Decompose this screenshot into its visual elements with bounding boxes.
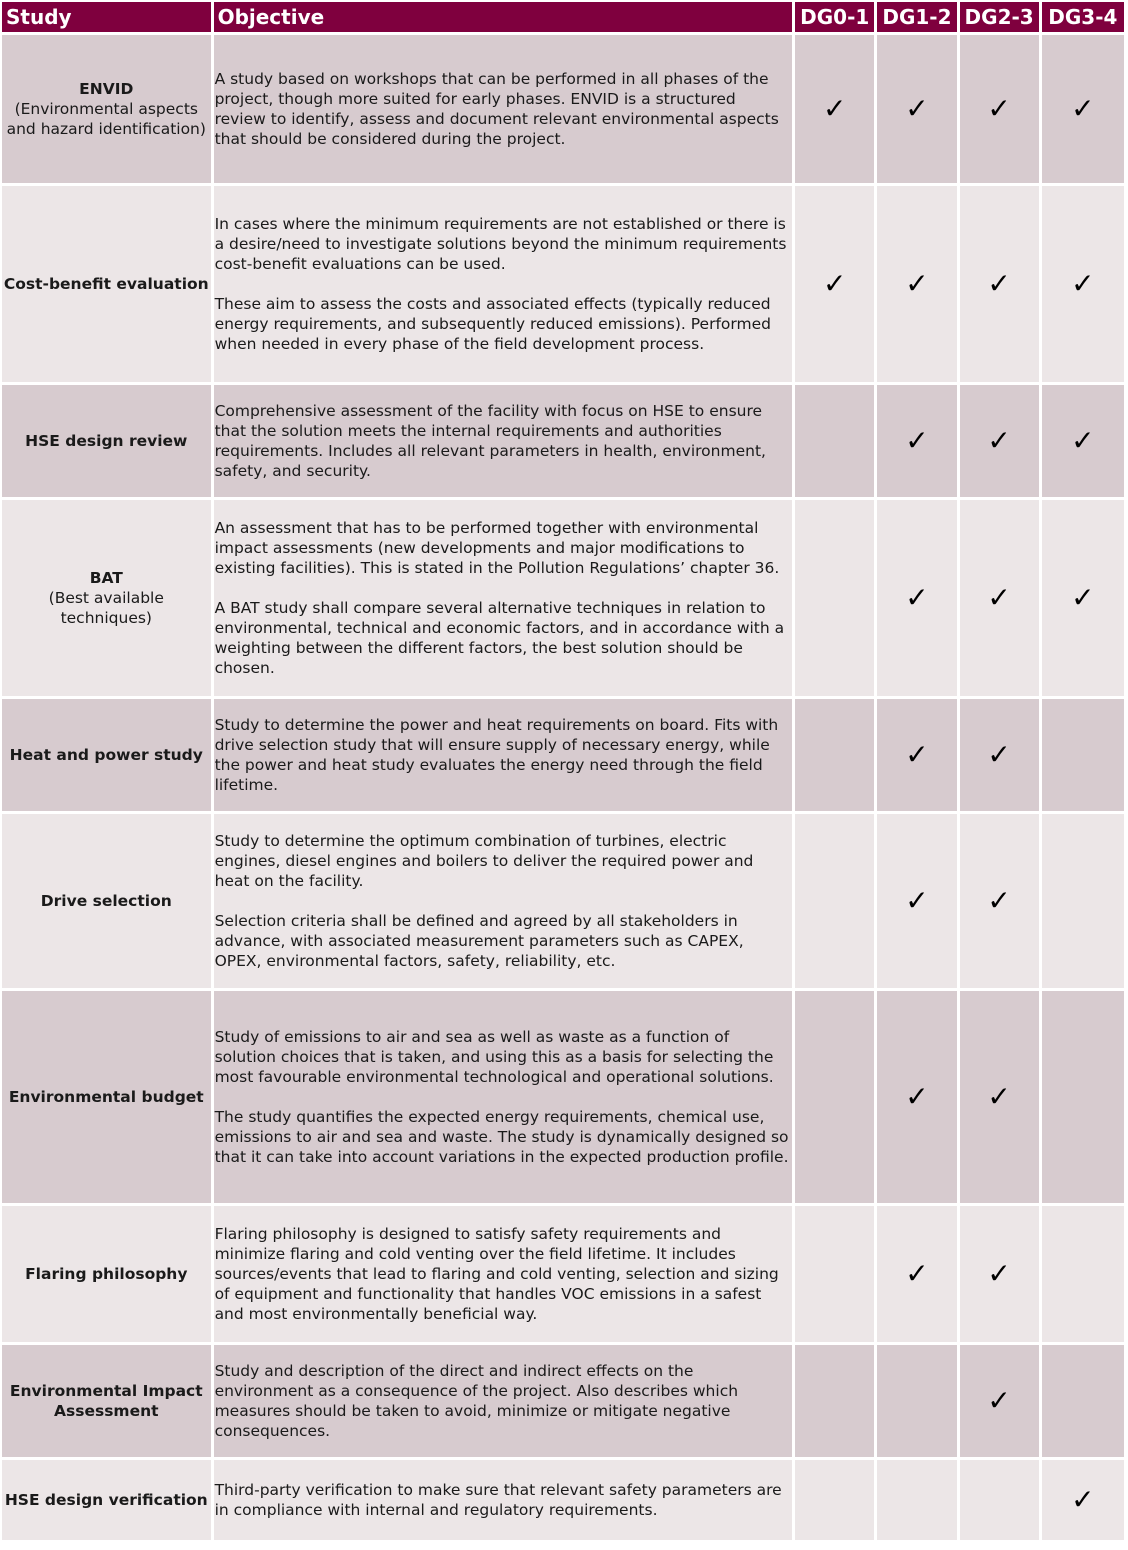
check-icon: ✓: [822, 92, 847, 125]
objective-paragraph: Comprehensive assessment of the facility with focus on HSE to ensure that the solution meets the internal requirements and authorities requirements. Includes all relevant parameters in health, environment, safety, and security.: [214, 402, 766, 480]
phase-cell-dg1-2: [877, 186, 956, 382]
phase-cell-dg0-1: [795, 385, 874, 497]
phase-cell-dg3-4: [1042, 35, 1124, 183]
study-cell: [2, 186, 211, 382]
objective-cell: [214, 186, 793, 382]
check-icon: ✓: [905, 1080, 929, 1113]
check-icon: ✓: [905, 1257, 929, 1290]
check-icon: ✓: [905, 92, 929, 125]
objective-paragraph: Third-party verification to make sure that relevant safety parameters are in compliance with internal and regulatory requirements.: [214, 1481, 782, 1519]
check-icon: ✓: [905, 884, 929, 917]
study-cell: [2, 814, 211, 988]
phase-cell-dg2-3: [960, 1460, 1039, 1540]
study-name: Environmental Impact Assessment: [9, 1382, 203, 1420]
header-dg3-4: DG3-4: [1042, 2, 1124, 32]
table-row: [2, 1345, 1124, 1457]
phase-cell-dg3-4: [1042, 991, 1124, 1203]
phase-cell-dg3-4: [1042, 814, 1124, 988]
study-subtitle: (Best available techniques): [48, 589, 164, 627]
check-icon: ✓: [905, 424, 929, 457]
objective-paragraph: Study to determine the power and heat requirements on board. Fits with drive selection study that will ensure supply of necessary energy, while the power and heat study evaluates the energy need through the field lifetime.: [214, 716, 779, 794]
objective-paragraph: Study and description of the direct and indirect effects on the environment as a consequence of the project. Also describes which measures should be taken to avoid, minimize or mitigate negative consequences.: [214, 1362, 739, 1440]
check-icon: ✓: [905, 738, 929, 771]
check-icon: ✓: [905, 267, 929, 300]
check-icon: ✓: [987, 581, 1011, 614]
table-row: [2, 1460, 1124, 1540]
table-row: [2, 814, 1124, 988]
phase-cell-dg1-2: [877, 1206, 956, 1342]
study-name: ENVID: [79, 80, 134, 98]
table-row: [2, 699, 1124, 811]
check-icon: ✓: [987, 1257, 1011, 1290]
phase-cell-dg1-2: [877, 1460, 956, 1540]
check-icon: ✓: [1071, 581, 1095, 614]
objective-cell: [214, 500, 793, 696]
study-cell: [2, 1345, 211, 1457]
header-row: [2, 2, 1124, 32]
table-row: [2, 991, 1124, 1203]
phase-cell-dg2-3: [960, 186, 1039, 382]
study-cell: [2, 1206, 211, 1342]
check-icon: ✓: [987, 1384, 1011, 1417]
phase-cell-dg3-4: [1042, 699, 1124, 811]
table-row: [2, 186, 1124, 382]
phase-cell-dg2-3: [960, 500, 1039, 696]
study-name: Flaring philosophy: [25, 1265, 188, 1283]
objective-cell: [214, 1460, 793, 1540]
study-name: Drive selection: [40, 892, 172, 910]
study-name: HSE design review: [25, 432, 188, 450]
phase-cell-dg1-2: [877, 1345, 956, 1457]
phase-cell-dg0-1: [795, 991, 874, 1203]
check-icon: ✓: [987, 92, 1011, 125]
objective-paragraph: The study quantifies the expected energy requirements, chemical use, emissions to air and sea and waste. The study is dynamically designed so that it can take into account variations in the expected production profile.: [214, 1108, 789, 1166]
header-dg1-2: DG1-2: [877, 2, 956, 32]
objective-cell: [214, 35, 793, 183]
objective-cell: [214, 699, 793, 811]
study-name: Cost-benefit evaluation: [3, 275, 209, 293]
table-row: [2, 500, 1124, 696]
phase-cell-dg2-3: [960, 814, 1039, 988]
phase-cell-dg0-1: [795, 814, 874, 988]
phase-cell-dg2-3: [960, 991, 1039, 1203]
phase-cell-dg0-1: [795, 500, 874, 696]
study-cell: [2, 1460, 211, 1540]
phase-cell-dg3-4: [1042, 1345, 1124, 1457]
phase-cell-dg2-3: [960, 35, 1039, 183]
study-name: Heat and power study: [9, 746, 203, 764]
check-icon: ✓: [987, 738, 1011, 771]
table-row: [2, 385, 1124, 497]
check-icon: ✓: [987, 1080, 1011, 1113]
phase-cell-dg2-3: [960, 699, 1039, 811]
phase-cell-dg3-4: [1042, 1206, 1124, 1342]
phase-cell-dg0-1: [795, 699, 874, 811]
phase-cell-dg2-3: [960, 1206, 1039, 1342]
objective-cell: [214, 814, 793, 988]
objective-paragraph: Study of emissions to air and sea as well as waste as a function of solution choices that is taken, and using this as a basis for selecting the most favourable environmental technological and operational solutions.: [214, 1028, 774, 1086]
check-icon: ✓: [1071, 1483, 1095, 1516]
phase-cell-dg0-1: [795, 186, 874, 382]
objective-cell: [214, 385, 793, 497]
phase-cell-dg1-2: [877, 699, 956, 811]
study-name: BAT: [89, 569, 123, 587]
study-cell: [2, 500, 211, 696]
objective-paragraph: A study based on workshops that can be performed in all phases of the project, though more suited for early phases. ENVID is a structured review to identify, assess and document relevant environmental aspects that should be considered during the project.: [214, 70, 779, 148]
phase-cell-dg2-3: [960, 1345, 1039, 1457]
study-subtitle: (Environmental aspects and hazard identification): [6, 100, 206, 138]
phase-cell-dg1-2: [877, 991, 956, 1203]
objective-paragraph: These aim to assess the costs and associated effects (typically reduced energy requirements, and subsequently reduced emissions). Performed when needed in every phase of the field development process.: [214, 295, 771, 353]
study-cell: [2, 385, 211, 497]
phase-cell-dg1-2: [877, 35, 956, 183]
objective-paragraph: Study to determine the optimum combination of turbines, electric engines, diesel engines and boilers to deliver the required power and heat on the facility.: [214, 832, 754, 890]
header-dg0-1: DG0-1: [795, 2, 874, 32]
phase-cell-dg1-2: [877, 814, 956, 988]
header-dg2-3: DG2-3: [960, 2, 1039, 32]
phase-cell-dg0-1: [795, 35, 874, 183]
phase-cell-dg3-4: [1042, 1460, 1124, 1540]
phase-cell-dg3-4: [1042, 186, 1124, 382]
phase-cell-dg0-1: [795, 1206, 874, 1342]
check-icon: ✓: [987, 884, 1011, 917]
check-icon: ✓: [905, 581, 929, 614]
table-row: [2, 35, 1124, 183]
objective-paragraph: Flaring philosophy is designed to satisfy safety requirements and minimize flaring and cold venting over the field lifetime. It includes sources/events that lead to flaring and cold venting, selection and sizing of equipment and functionality that handles VOC emissions in a safest and most environmentally beneficial way.: [214, 1225, 779, 1323]
study-name: HSE design verification: [4, 1491, 208, 1509]
check-icon: ✓: [987, 267, 1011, 300]
objective-cell: [214, 1206, 793, 1342]
header-objective: Objective: [214, 2, 793, 32]
objective-cell: [214, 991, 793, 1203]
study-cell: [2, 35, 211, 183]
table-row: [2, 1206, 1124, 1342]
phase-cell-dg3-4: [1042, 385, 1124, 497]
check-icon: ✓: [1071, 267, 1095, 300]
check-icon: ✓: [987, 424, 1011, 457]
objective-paragraph: Selection criteria shall be defined and agreed by all stakeholders in advance, with associated measurement parameters such as CAPEX, OPEX, environmental factors, safety, reliability, etc.: [214, 912, 744, 970]
phase-cell-dg1-2: [877, 385, 956, 497]
check-icon: ✓: [1071, 92, 1095, 125]
objective-paragraph: A BAT study shall compare several alternative techniques in relation to environmental, technical and economic factors, and in accordance with a weighting between the different factors, the best solution should be chosen.: [214, 599, 785, 677]
header-study: Study: [2, 2, 211, 32]
objective-cell: [214, 1345, 793, 1457]
phase-cell-dg0-1: [795, 1345, 874, 1457]
study-cell: [2, 991, 211, 1203]
check-icon: ✓: [822, 267, 847, 300]
objective-paragraph: An assessment that has to be performed together with environmental impact assessments (new developments and major modifications to existing facilities). This is stated in the Pollution Regulations’ chapter 36.: [214, 519, 780, 577]
phase-cell-dg2-3: [960, 385, 1039, 497]
phase-cell-dg0-1: [795, 1460, 874, 1540]
phase-cell-dg1-2: [877, 500, 956, 696]
check-icon: ✓: [1071, 424, 1095, 457]
objective-paragraph: In cases where the minimum requirements are not established or there is a desire/need to investigate solutions beyond the minimum requirements cost-benefit evaluations can be used.: [214, 215, 787, 273]
phase-cell-dg3-4: [1042, 500, 1124, 696]
study-name: Environmental budget: [8, 1088, 204, 1106]
study-cell: [2, 699, 211, 811]
